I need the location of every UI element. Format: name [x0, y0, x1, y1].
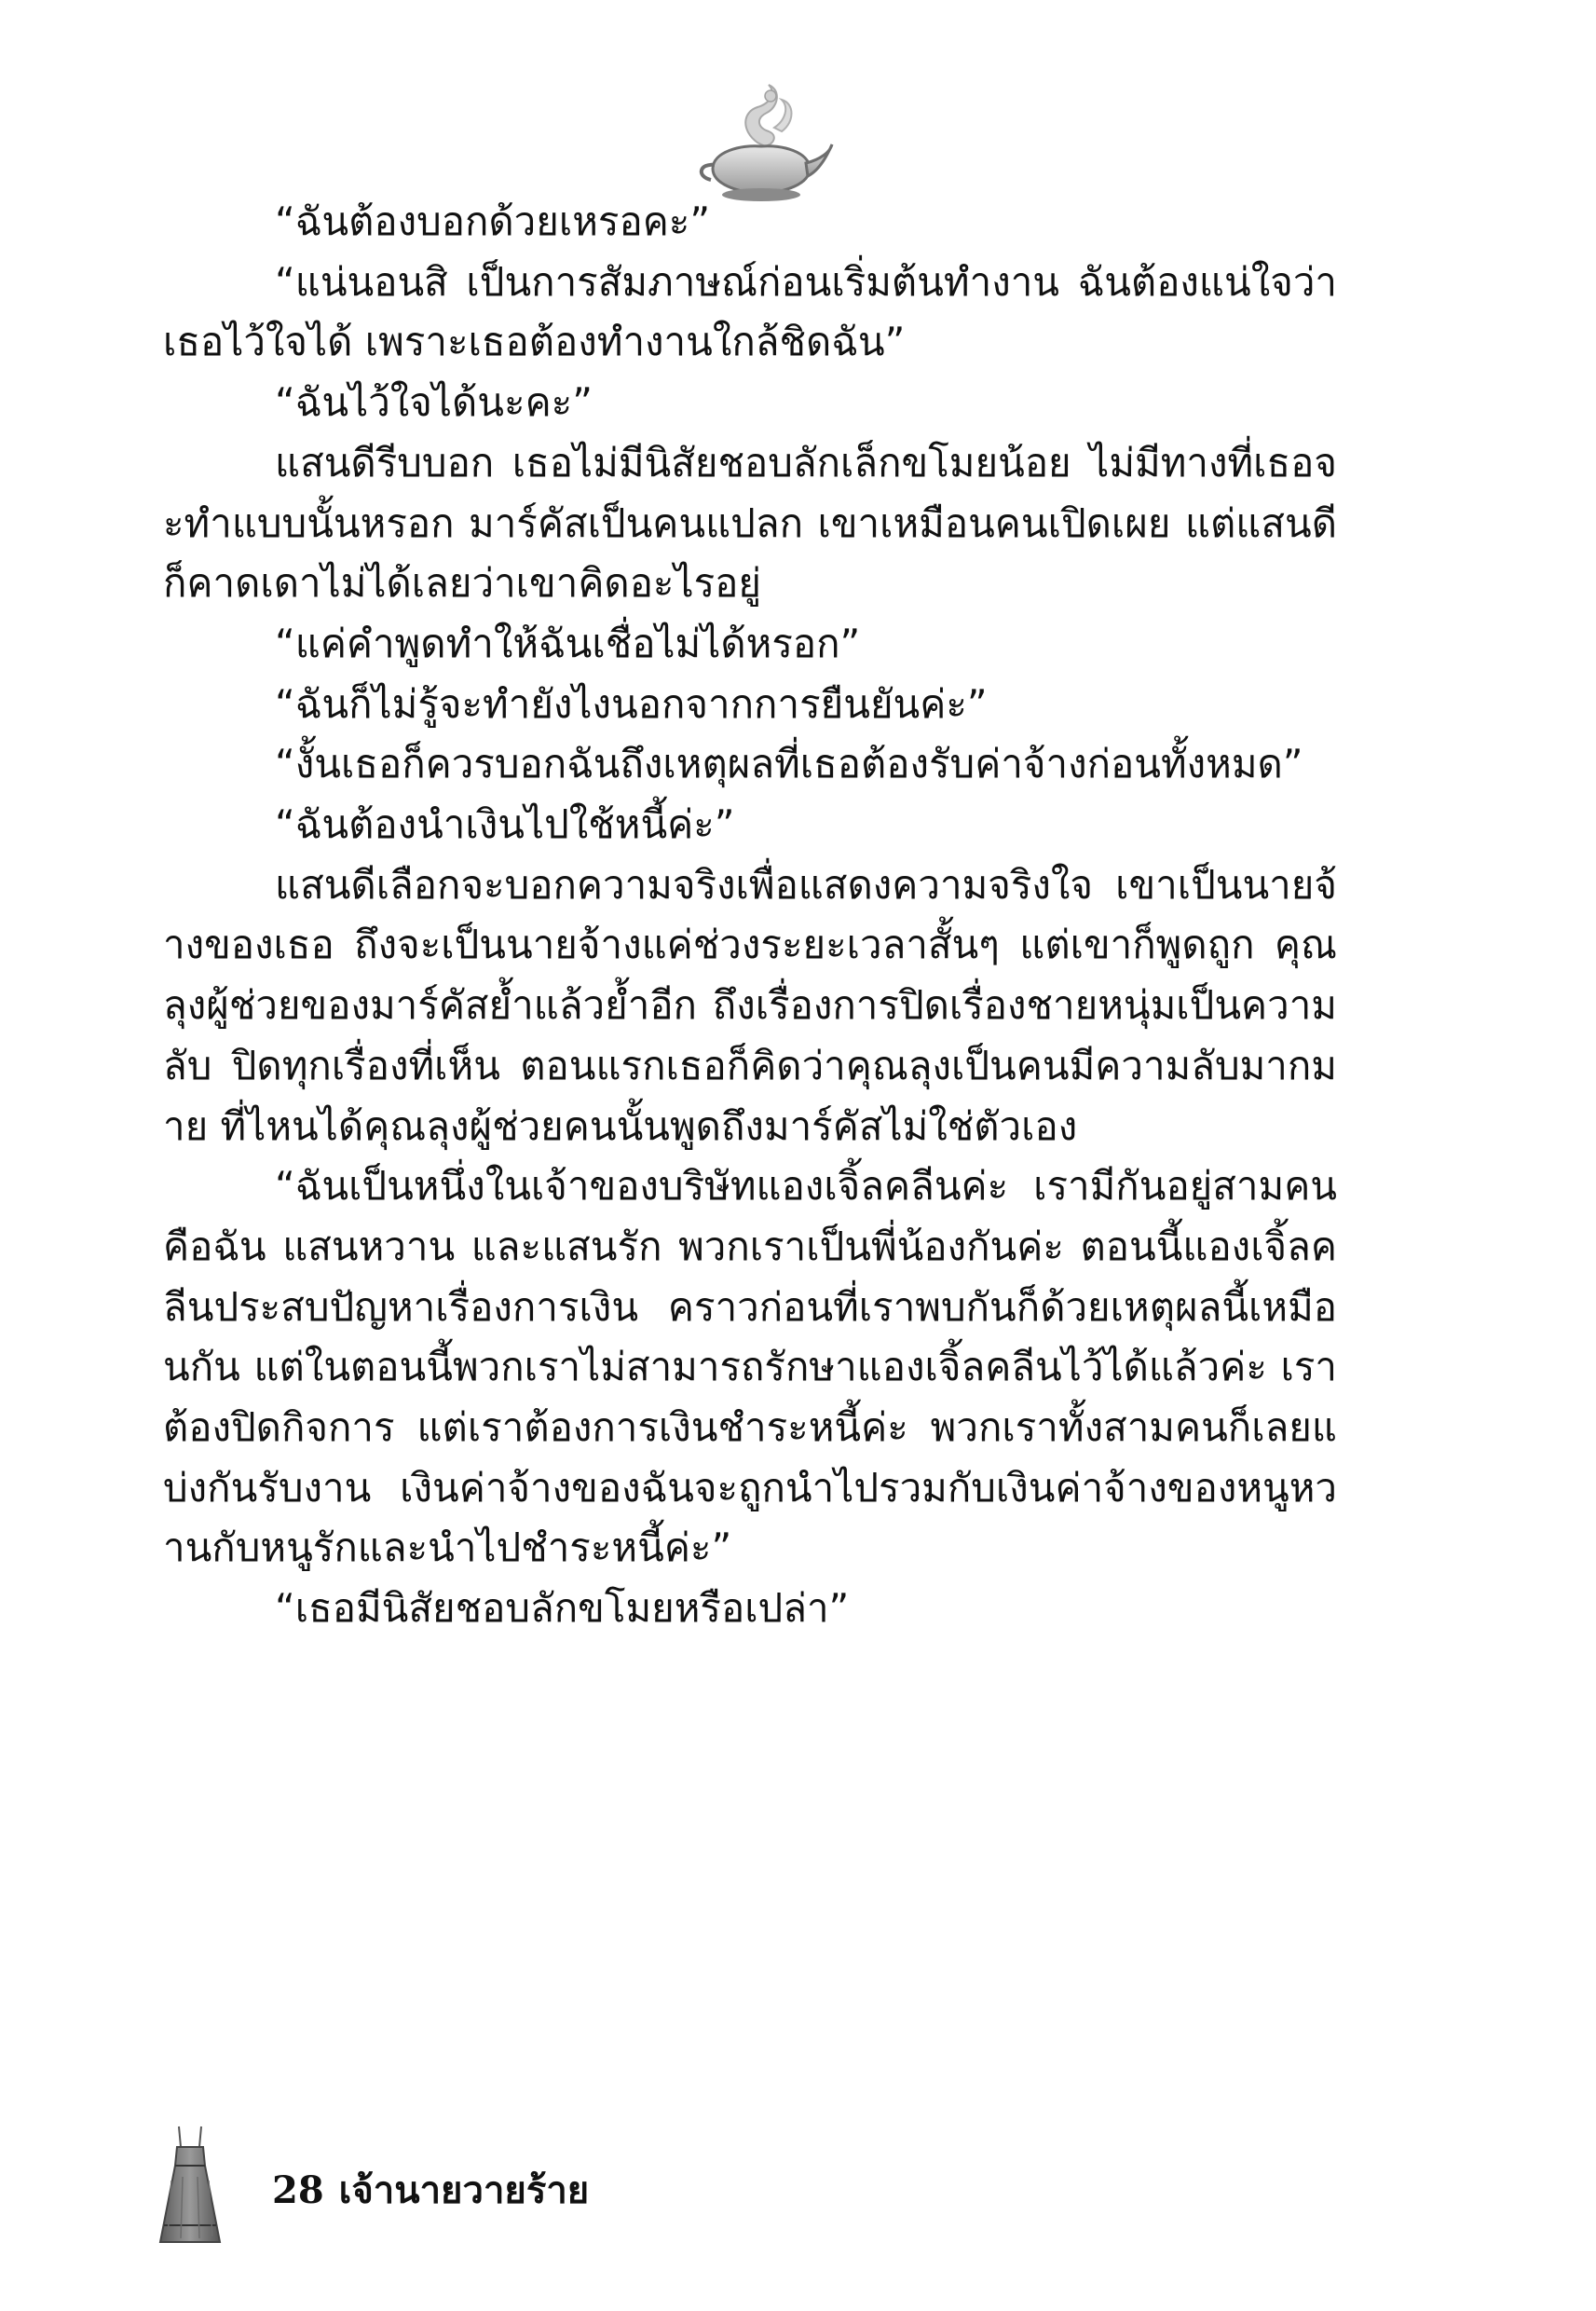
paragraph: “ฉันเป็นหนึ่งในเจ้าของบริษัทแองเจิ้ลคลีนค่ะ เรามีกันอยู่สามคนคือฉัน แสนหวาน และแสนรัก พวกเราเป็นพี่น้องกันค่ะ ตอนนี้แองเจิ้ลคลีนประสบปัญหาเรื่องการเงิน คราวก่อนที่เราพบกันก็ด้วยเหตุผลนี้เหมือนกัน แต่ในตอนนี้พวกเราไม่สามารถรักษาแองเจิ้ลคลีนไว้ได้แล้วค่ะ เราต้องปิดกิจการ แต่เราต้องการเงินชำระหนี้ค่ะ พวกเราทั้งสามคนก็เลยแบ่งกันรับงาน เงินค่าจ้างของฉันจะถูกนำไปรวมกับเงินค่าจ้างของหนูหวานกับหนูรักและนำไปชำระหนี้ค่ะ” [163, 1163, 1337, 1571]
paragraph: “แค่คำพูดทำให้ฉันเชื่อไม่ได้หรอก” [275, 620, 861, 666]
page-footer [272, 2160, 604, 2220]
paragraph: “ฉันต้องนำเงินไปใช้หนี้ค่ะ” [275, 801, 735, 848]
book-title: เจ้านายวายร้าย [338, 2168, 590, 2212]
paragraph: “ฉันไว้ใจได้นะคะ” [275, 379, 593, 426]
paragraph: “งั้นเธอก็ควรบอกฉันถึงเหตุผลที่เธอต้องรับค่าจ้างก่อนทั้งหมด” [275, 741, 1303, 787]
body-text [163, 192, 1337, 1639]
paragraph: แสนดีรีบบอก เธอไม่มีนิสัยชอบลักเล็กขโมยน้อย ไม่มีทางที่เธอจะทำแบบนั้นหรอก มาร์คัสเป็นคนแปลก เขาเหมือนคนเปิดเผย แต่แสนดีก็คาดเดาไม่ได้เลยว่าเขาคิดอะไรอยู่ [163, 439, 1337, 607]
dress-icon [157, 2125, 224, 2246]
page-number: 28 [272, 2168, 324, 2212]
paragraph: แสนดีเลือกจะบอกความจริงเพื่อแสดงความจริงใจ เขาเป็นนายจ้างของเธอ ถึงจะเป็นนายจ้างแค่ช่วงระยะเวลาสั้นๆ แต่เขาก็พูดถูก คุณลุงผู้ช่วยของมาร์คัสย้ำแล้วย้ำอีก ถึงเรื่องการปิดเรื่องชายหนุ่มเป็นความลับ ปิดทุกเรื่องที่เห็น ตอนแรกเธอก็คิดว่าคุณลุงเป็นคนมีความลับมากมาย ที่ไหนได้คุณลุงผู้ช่วยคนนั้นพูดถึงมาร์คัสไม่ใช่ตัวเอง [163, 861, 1337, 1149]
paragraph: “ฉันก็ไม่รู้จะทำยังไงนอกจากการยืนยันค่ะ” [275, 680, 988, 727]
paragraph: “เธอมีนิสัยชอบลักขโมยหรือเปล่า” [275, 1585, 850, 1632]
paragraph: “ฉันต้องบอกด้วยเหรอคะ” [275, 198, 711, 244]
teapot-genie-icon [685, 79, 834, 205]
paragraph: “แน่นอนสิ เป็นการสัมภาษณ์ก่อนเริ่มต้นทำงาน ฉันต้องแน่ใจว่าเธอไว้ใจได้ เพราะเธอต้องทำงานใกล้ชิดฉัน” [163, 258, 1337, 365]
